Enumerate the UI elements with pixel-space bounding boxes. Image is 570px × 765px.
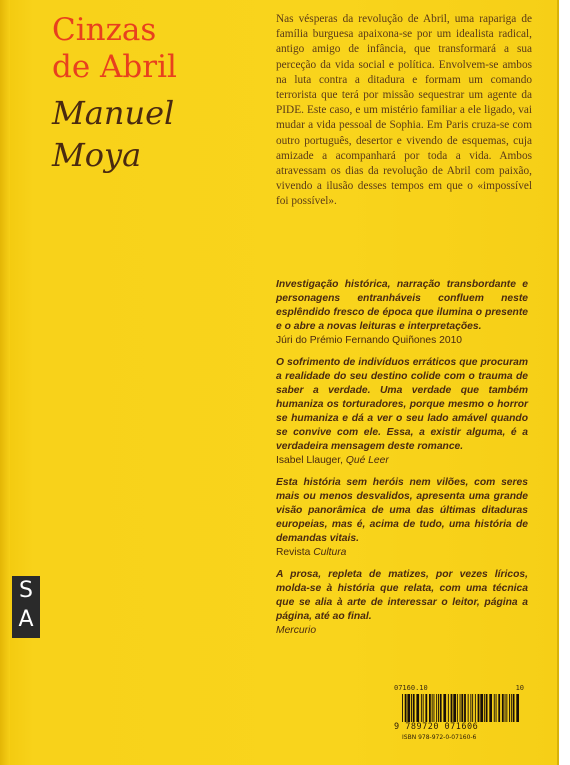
quote-source-title: Cultura (313, 547, 347, 558)
barcode-bar (460, 694, 461, 722)
author-last-name: Moya (52, 136, 142, 174)
quote-source-title: Qué Leer (345, 455, 389, 466)
synopsis: Nas vésperas da revolução de Abril, uma rapariga de família burguesa apaixona-se por um idealista radical, antigo amigo de infância, que transformará a sua perceção da vida social e política. Envolvem-se ambos na luta contra a ditadura e formam um comando terrorista que terá por missão sequestrar um agente da PIDE. Este caso, e um mistério familiar a ele ligado, vai mudar a vida pessoal de Sophia. Em Paris cruza-se com outro português, desertor e vivendo de esquemas, cuja amizade a acompanhará por toda a vida. Ambos atravessam os dias da revolução de Abril com paixão, vivendo a ilusão desses tempos em que o «impossível foi possível». (276, 13, 532, 208)
barcode-bar (425, 694, 427, 722)
book-title-line-2: de Abril (52, 49, 177, 85)
barcode-bar (421, 694, 422, 722)
quote-text: Esta história sem heróis nem vilões, com seres mais ou menos desvalidos, apresenta uma grande visão panorâmica de uma das últimas ditaduras europeias, mas é, acima de tudo, uma história de demandas vitais. (276, 477, 528, 544)
quote-source-title: Mercurio (276, 625, 317, 636)
barcode-bar (451, 694, 453, 722)
review-quote (276, 278, 528, 347)
barcode-bar (502, 694, 504, 722)
barcode-bar (468, 694, 469, 722)
barcode-bar (511, 694, 512, 722)
barcode-bar (438, 694, 439, 722)
barcode-bar (461, 694, 463, 722)
barcode-bar (498, 694, 500, 722)
publisher-logo-letter-1: S (19, 578, 33, 603)
isbn: ISBN 978-972-0-07160-6 (402, 734, 477, 741)
quote-source-name: Júri do Prémio Fernando Quiñones 2010 (276, 335, 463, 346)
barcode-bar (505, 694, 506, 722)
barcode-bar (411, 694, 412, 722)
spine-shadow (0, 0, 10, 765)
barcode-bars-icon (402, 694, 522, 722)
barcode-bar (486, 694, 488, 722)
barcode-bar (484, 694, 485, 722)
barcode-bar (443, 694, 446, 722)
barcode-bar (513, 694, 515, 722)
barcode-bar (494, 694, 495, 722)
barcode-bar (470, 694, 471, 722)
quote-source (276, 334, 528, 347)
review-quote (276, 568, 528, 637)
barcode-bar (448, 694, 449, 722)
author-first-name: Manuel (52, 94, 175, 132)
barcode-bar (480, 694, 483, 722)
barcode-bar (475, 694, 476, 722)
barcode-code-right: 10 (515, 684, 524, 692)
barcode (394, 684, 528, 744)
barcode-bar (402, 694, 403, 722)
barcode-bar (496, 694, 497, 722)
barcode-bar (413, 694, 415, 722)
quote-text: O sofrimento de indivíduos erráticos que procuram a realidade do seu destino colide com o trauma de saber a verdade. Uma verdade que também humaniza os torturadores, porque mesmo o horror se humaniza e dá a ver o seu lado amável quando se convive com ele. Essa, a existir alguma, é a verdadeira mensagem deste romance. (276, 357, 528, 452)
book-title-line-1: Cinzas (52, 12, 157, 48)
barcode-bar (423, 694, 424, 722)
barcode-bar (472, 694, 473, 722)
barcode-bar (429, 694, 431, 722)
barcode-bar (478, 694, 480, 722)
quote-source (276, 454, 528, 467)
barcode-header (394, 684, 528, 692)
barcode-bar (407, 694, 410, 722)
review-quotes (276, 278, 528, 646)
quote-source (276, 546, 528, 559)
book-title (52, 12, 177, 86)
barcode-bar (464, 694, 466, 722)
barcode-bar (432, 694, 433, 722)
author-name (52, 92, 174, 176)
publisher-logo-icon (12, 576, 40, 638)
barcode-bar (440, 694, 442, 722)
quote-text: Investigação histórica, narração transbordante e personagens entranháveis confluem neste esplêndido fresco de época que ilumina o presente e o abre a novas leituras e interpretações. (276, 279, 528, 332)
publisher-logo-letter-2: A (18, 607, 34, 632)
barcode-bar (416, 694, 419, 722)
barcode-bar (405, 694, 407, 722)
barcode-bar (506, 694, 507, 722)
quote-text: A prosa, repleta de matizes, por vezes líricos, molda-se à história que relata, com uma técnica que se alia à arte de interessar o leitor, página a página, até ao final. (276, 569, 528, 622)
barcode-bar (516, 694, 519, 722)
barcode-digits: 9 789720 071606 (394, 722, 479, 732)
quote-source-name: Revista (276, 547, 314, 558)
barcode-bar (434, 694, 435, 722)
barcode-code-left: 07160.10 (394, 684, 428, 692)
quote-source (276, 624, 528, 637)
barcode-bar (436, 694, 437, 722)
barcode-bar (453, 694, 456, 722)
barcode-bar (509, 694, 510, 722)
barcode-bar (457, 694, 458, 722)
review-quote (276, 356, 528, 467)
review-quote (276, 476, 528, 559)
barcode-bar (489, 694, 492, 722)
quote-source-name: Isabel Llauger, (276, 455, 346, 466)
